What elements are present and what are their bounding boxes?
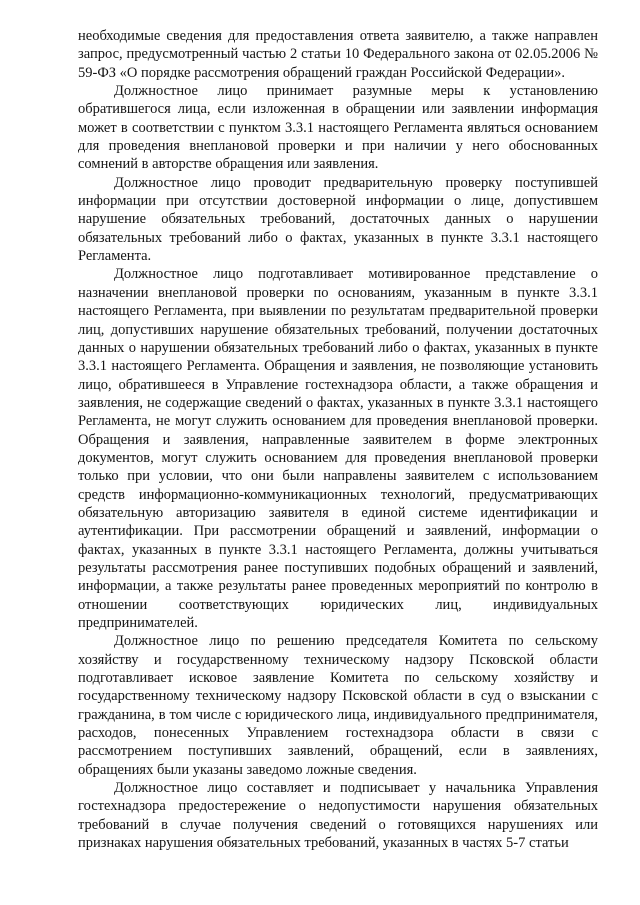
paragraph-continuation: необходимые сведения для предоставления ответа заявителю, а также направлен запрос, предусмотренный частью 2 статьи 10 Федерального закона от 02.05.2006 № 59-ФЗ «О порядке рассмотрения обращений граждан Российской Федерации». xyxy=(78,28,598,81)
paragraph-unscheduled-inspection: Должностное лицо подготавливает мотивированное представление о назначении внеплановой проверки по основаниям, указанным в пункте 3.3.1 настоящего Регламента, при выявлении по результатам предварительной проверки лиц, допустивших нарушение обязательных требований, получении достаточных данных о нарушении обязательных требований либо о фактах, указанных в пункте 3.3.1 настоящего Регламента. Обращения и заявления, не позволяющие установить лицо, обратившееся в Управление гостехнадзора области, а также обращения и заявления, не содержащие сведений о фактах, указанных в пункте 3.3.1 настоящего Регламента, не могут служить основанием для проведения внеплановой проверки. Обращения и заявления, направленные заявителем в форме электронных документов, могут служить основанием для проведения внеплановой проверки только при условии, что они были направлены заявителем с использованием средств информационно-коммуникационных технологий, предусматривающих обязательную авторизацию заявителя в единой системе идентификации и аутентификации. При рассмотрении обращений и заявлений, информации о фактах, указанных в пункте 3.3.1 настоящего Регламента, должны учитываться результаты рассмотрения ранее поступивших подобных обращений и заявлений, информации, а также результаты ранее проведенных мероприятий по контролю в отношении соответствующих юридических лиц, индивидуальных предпринимателей. xyxy=(78,266,598,631)
paragraph-warning: Должностное лицо составляет и подписывает у начальника Управления гостехнадзора предостережение о недопустимости нарушения обязательных требований в случае получения сведений о готовящихся нарушениях или признаках нарушения обязательных требований, указанных в частях 5-7 статьи xyxy=(78,780,598,852)
paragraph-preliminary-check: Должностное лицо проводит предварительную проверку поступившей информации при отсутствии достоверной информации о лице, допустившем нарушение обязательных требований, достаточных данных о нарушении обязательных требований либо о фактах, указанных в пункте 3.3.1 настоящего Регламента. xyxy=(78,174,598,265)
paragraph-claim-statement: Должностное лицо по решению председателя Комитета по сельскому хозяйству и государственному техническому надзору Псковской области подготавливает исковое заявление Комитета по сельскому хозяйству и государственному техническому надзору Псковской области в суд о взыскании с гражданина, в том числе с юридического лица, индивидуального предпринимателя, расходов, понесенных Управлением гостехнадзора области в связи с рассмотрением поступивших заявлений, обращений, если в заявлениях, обращениях были указаны заведомо ложные сведения. xyxy=(78,633,598,778)
paragraph-identification-measures: Должностное лицо принимает разумные меры к установлению обратившегося лица, если изложенная в обращении или заявлении информация может в соответствии с пунктом 3.3.1 настоящего Регламента являться основанием для проведения внеплановой проверки и при наличии у него обоснованных сомнений в авторстве обращения или заявления. xyxy=(78,83,598,173)
document-body xyxy=(78,27,598,852)
